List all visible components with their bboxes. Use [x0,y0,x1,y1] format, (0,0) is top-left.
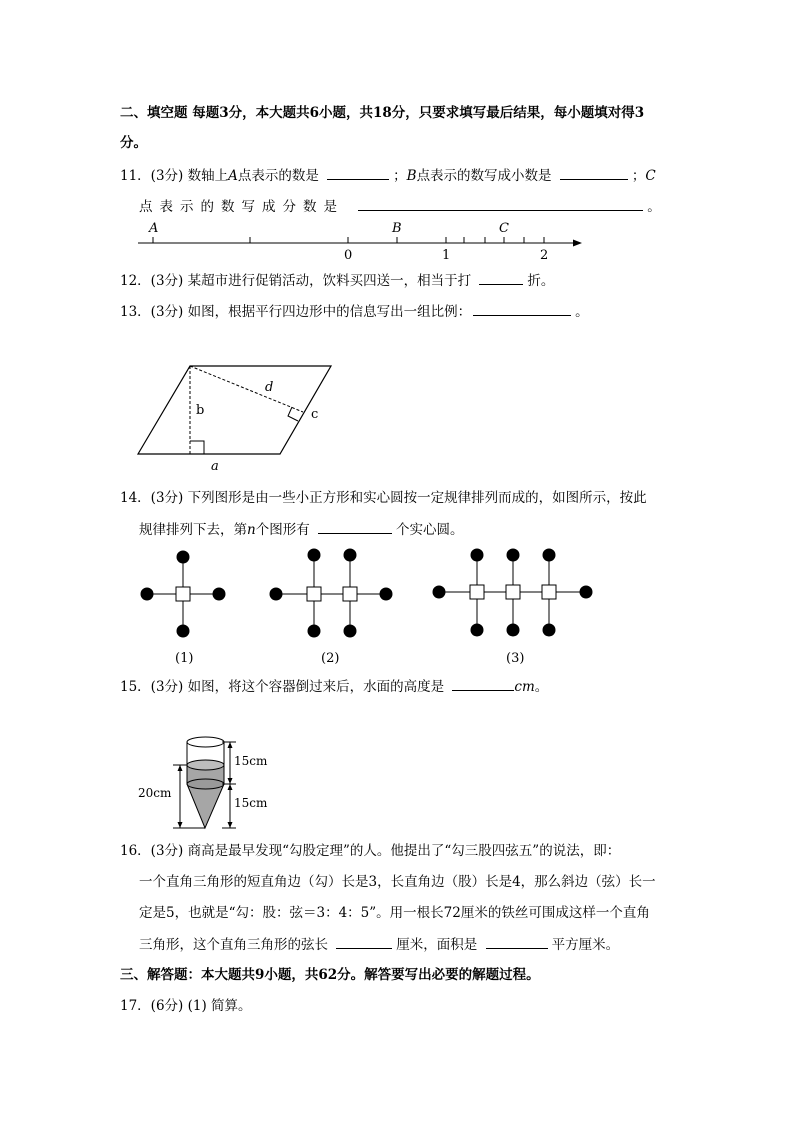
question-16-line4 [139,935,619,954]
question-text: 下列图形是由一些小正方形和实心圆按一定规律排列而成的，如图所示，按此 [187,490,647,506]
question-text: 点表示的数写成分数是 [139,199,344,215]
question-text: 厘米，面积是 [396,937,478,953]
separator: ； [393,168,407,184]
question-number: 16．(3分) [120,843,188,859]
dim-label-total: 20cm [138,786,172,800]
label-c: c [311,407,319,422]
end-mark: 。 [647,199,661,215]
end-mark: 折。 [527,273,555,289]
separator: ； [631,168,646,184]
cylinder-top [187,737,224,747]
question-text: 三角形，这个直角三角形的弦长 [139,937,328,953]
answer-blank-area[interactable] [486,935,548,949]
question-text: 如图，根据平行四边形中的信息写出一组比例： [187,304,472,320]
question-number: 13．(3分) [120,304,188,320]
caption-1: (1) [175,651,194,666]
label-b: b [196,403,205,418]
axis-tick-label-2: 2 [540,248,549,263]
question-17 [120,997,252,1015]
cylinder-base-rim [187,779,224,789]
section3-header: 三、解答题：本大题共9小题，共62分。解答要写出必要的解题过程。 [120,967,540,983]
variable-c: C [645,168,656,184]
section2-header-line2: 分。 [120,135,147,151]
question-16-line2: 一个直角三角形的短直角边（勾）长是3，长直角边（股）长是4，那么斜边（弦）长一 [139,874,656,890]
question-text: (1) 简算。 [187,998,252,1014]
variable-b: B [406,168,417,184]
question-text: 点表示的数写成小数是 [416,168,552,184]
label-a: a [211,459,219,474]
question-number: 12．(3分) [120,273,188,289]
dim-label-top: 15cm [234,754,268,768]
question-number: 14．(3分) [120,490,188,506]
section2-header-line1: 二、填空题 每题3分，本大题共6小题，共18分，只要求填写最后结果，每小题填对得3 [120,105,645,121]
question-text: 个图形有 [255,522,310,538]
unit-cm: cm [514,679,535,695]
question-text: 如图，将这个容器倒过来后，水面的高度是 [187,679,445,695]
caption-3: (3) [506,651,525,666]
variable-n: n [247,522,256,538]
question-number: 17．(6分) [120,998,188,1014]
question-text: 规律排列下去，第 [139,522,247,538]
caption-2: (2) [321,651,340,666]
question-number: 15．(3分) [120,679,188,695]
dim-label-bottom: 15cm [234,796,268,810]
answer-blank-hypotenuse[interactable] [336,935,392,949]
end-mark: 个实心圆。 [396,522,464,538]
question-text: 商高是最早发现“勾股定理”的人。他提出了“勾三股四弦五”的说法，即： [187,843,621,859]
variable-a: A [228,168,238,184]
end-mark: 。 [534,679,549,695]
axis-label-a: A [149,221,159,236]
label-d: d [265,380,274,395]
axis-label-c: C [499,221,509,236]
question-16-line3: 定是5，也就是“勾：股：弦＝3：4：5”。用一根长72厘米的铁丝可围成这样一个直角 [139,905,650,921]
question-text: 点表示的数是 [237,168,319,184]
question-text: 某超市进行促销活动，饮料买四送一，相当于打 [187,273,472,289]
question-text: 平方厘米。 [551,937,620,953]
axis-label-b: B [392,221,402,236]
end-mark: 。 [575,304,589,320]
question-16 [120,842,620,860]
axis-tick-label-0: 0 [344,248,353,263]
question-number: 11．(3分) [120,168,188,184]
axis-tick-label-1: 1 [442,248,451,263]
water-surface [187,760,224,770]
question-text: 数轴上 [187,168,229,184]
